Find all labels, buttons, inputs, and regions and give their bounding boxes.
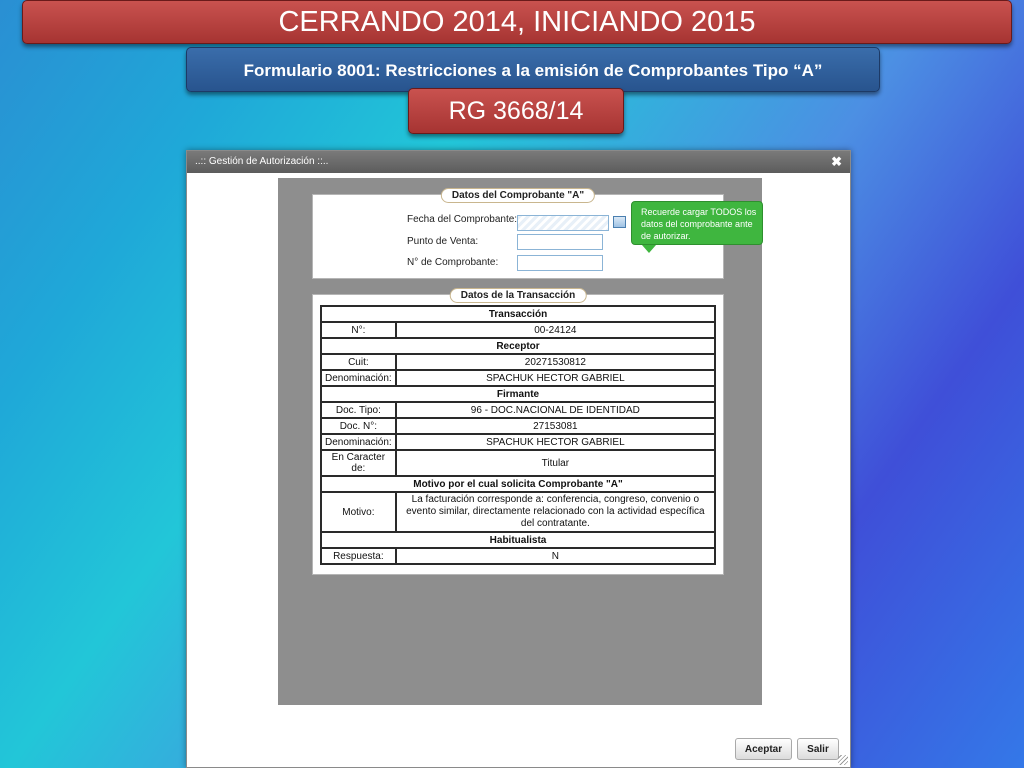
salir-button[interactable]: Salir — [797, 738, 839, 760]
dialog-title: ..:: Gestión de Autorización ::.. — [195, 156, 329, 167]
row-value: SPACHUK HECTOR GABRIEL — [396, 434, 715, 450]
table-row — [321, 434, 715, 450]
punto-venta-label: Punto de Venta: — [407, 236, 479, 247]
aceptar-button[interactable]: Aceptar — [735, 738, 792, 760]
tooltip-line: Recuerde cargar TODOS los — [641, 207, 757, 217]
table-row — [321, 532, 715, 548]
row-value: Titular — [396, 450, 715, 476]
tooltip-pointer — [642, 245, 656, 253]
section-firmante: Firmante — [321, 386, 715, 402]
table-row — [321, 418, 715, 434]
section-transaccion: Transacción — [321, 306, 715, 322]
row-value: La facturación corresponde a: conferencia, congreso, convenio o evento similar, directamente relacionado con la actividad específica del contratante. — [396, 492, 715, 532]
row-label: Respuesta: — [321, 548, 396, 564]
dialog-content-area — [278, 178, 762, 705]
punto-venta-input[interactable] — [517, 234, 603, 250]
slide-title: CERRANDO 2014, INICIANDO 2015 — [22, 0, 1012, 44]
table-row — [321, 306, 715, 322]
table-row — [321, 492, 715, 532]
comprobante-legend: Datos del Comprobante "A" — [441, 188, 595, 203]
resize-grip-icon[interactable] — [838, 755, 848, 765]
reminder-tooltip — [631, 201, 763, 245]
authorization-dialog — [186, 150, 851, 768]
resolution-badge: RG 3668/14 — [408, 88, 624, 134]
section-receptor: Receptor — [321, 338, 715, 354]
close-icon[interactable]: ✖ — [831, 154, 842, 169]
table-row — [321, 386, 715, 402]
row-label: Doc. Tipo: — [321, 402, 396, 418]
section-motivo: Motivo por el cual solicita Comprobante "A" — [321, 476, 715, 492]
tooltip-line: de autorizar. — [641, 231, 691, 241]
row-value: 96 - DOC.NACIONAL DE IDENTIDAD — [396, 402, 715, 418]
row-value: SPACHUK HECTOR GABRIEL — [396, 370, 715, 386]
numero-comprobante-label: N° de Comprobante: — [407, 257, 499, 268]
table-row — [321, 354, 715, 370]
fecha-label: Fecha del Comprobante: — [407, 214, 518, 225]
row-label: Doc. N°: — [321, 418, 396, 434]
row-label: Denominación: — [321, 370, 396, 386]
row-label: Cuit: — [321, 354, 396, 370]
table-row — [321, 338, 715, 354]
slide-subtitle: Formulario 8001: Restricciones a la emisión de Comprobantes Tipo “A” — [186, 47, 880, 92]
table-row — [321, 322, 715, 338]
table-row — [321, 370, 715, 386]
table-row — [321, 476, 715, 492]
section-habitualista: Habitualista — [321, 532, 715, 548]
tooltip-line: datos del comprobante ante — [641, 219, 753, 229]
transaccion-table — [320, 305, 716, 565]
row-label: Motivo: — [321, 492, 396, 532]
table-row — [321, 450, 715, 476]
row-label: Denominación: — [321, 434, 396, 450]
row-value: 27153081 — [396, 418, 715, 434]
dialog-titlebar[interactable] — [187, 151, 850, 173]
row-label: En Caracter de: — [321, 450, 396, 476]
row-value: N — [396, 548, 715, 564]
transaccion-legend: Datos de la Transacción — [450, 288, 587, 303]
transaccion-panel — [312, 290, 724, 575]
table-row — [321, 548, 715, 564]
row-value: 20271530812 — [396, 354, 715, 370]
row-value: 00-24124 — [396, 322, 715, 338]
numero-comprobante-input[interactable] — [517, 255, 603, 271]
calendar-icon[interactable] — [613, 216, 626, 228]
table-row — [321, 402, 715, 418]
row-label: N°: — [321, 322, 396, 338]
fecha-input[interactable] — [517, 215, 609, 231]
